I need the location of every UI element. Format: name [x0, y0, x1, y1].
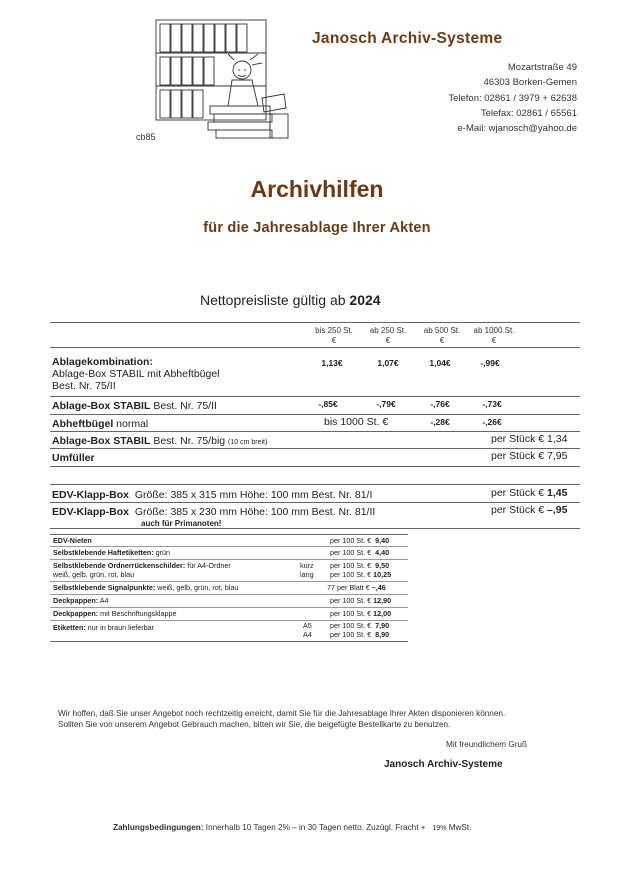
signal-price: 77 per Blatt € –,46: [327, 583, 386, 592]
price-box-1: -,85€: [318, 399, 338, 409]
deckpappen-price: per 100 St. € 12,90: [330, 596, 392, 605]
item-haftetiketten: Selbstklebende Haftetiketten: grün: [53, 548, 171, 557]
row-edv-box-1: EDV-Klapp-Box Größe: 385 x 315 mm Höhe: 100 mm Best. Nr. 81/I: [52, 489, 373, 501]
closing-greeting: Mit freundlichem Gruß: [446, 740, 527, 749]
item-ordnerrueckenschilder: Selbstklebende Ordnerrückenschilder: für A4-Ordner weiß, gelb, grün, rot, blau: [53, 561, 231, 579]
closing-text: Wir hoffen, daß Sie unser Angebot noch rechtzeitig erreicht, damit Sie für die Jahresablage Ihrer Akten disponieren können. Sollten Sie von unserem Angebot Gebrauch machen, bitten wir Sie, die beigefügte Bestellkarte zu benutzen.: [58, 709, 506, 729]
col-header-4: ab 1000 St. €: [473, 326, 515, 345]
item-deckpappen-a4: Deckpappen: A4: [53, 596, 109, 605]
col-header-3: ab 500 St. €: [423, 326, 461, 345]
price-box-4: -,73€: [482, 399, 502, 409]
item-etiketten: Etiketten: nur in braun lieferbar: [53, 623, 155, 632]
row-edv-box-2: EDV-Klapp-Box Größe: 385 x 230 mm Höhe: 100 mm Best. Nr. 81/II: [52, 506, 376, 518]
edv1-price: per Stück € 1,45: [491, 487, 568, 499]
page-subtitle: für die Jahresablage Ihrer Akten: [203, 220, 431, 236]
col-header-1: bis 250 St. €: [315, 326, 353, 345]
edv2-note: auch für Primanoten!: [141, 519, 222, 528]
row-umfueller: Umfüller: [52, 452, 95, 464]
umfueller-price: per Stück € 7,95: [491, 450, 568, 462]
page-title: Archivhilfen: [250, 176, 384, 202]
pricelist-label: Nettopreisliste gültig ab: [200, 292, 346, 308]
payment-terms: Zahlungsbedingungen: Innerhalb 10 Tagen 2% – in 30 Tagen netto. Zuzügl. Fracht + 19% MwSt.: [113, 823, 472, 832]
closing-signature: Janosch Archiv-Systeme: [384, 759, 503, 770]
price-kombi-2: 1,07€: [377, 358, 399, 368]
item-signalpunkte: Selbstklebende Signalpunkte: weiß, gelb, grün, rot, blau: [53, 583, 239, 592]
pricelist-year: 2024: [349, 292, 381, 308]
rule-header: [50, 347, 580, 348]
fax: Telefax: 02861 / 65561: [480, 108, 577, 119]
big-price: per Stück € 1,34: [491, 433, 568, 445]
row-abheftbuegel: Abheftbügel normal: [52, 418, 149, 430]
cartoon-signature: cb85: [136, 132, 156, 142]
price-box-2: -,79€: [376, 399, 396, 409]
phone: Telefon: 02861 / 3979 + 62638: [448, 93, 577, 104]
price-kombi-4: -,99€: [480, 358, 500, 368]
archive-cartoon-illustration: [134, 18, 294, 146]
item-edv-nieten: EDV-Nieten: [53, 536, 92, 545]
email: e-Mail: wjanosch@yahoo.de: [457, 123, 577, 134]
price-kombi-1: 1,13€: [321, 358, 343, 368]
price-box-3: -,76€: [430, 399, 450, 409]
company-name: Janosch Archiv-Systeme: [312, 30, 503, 47]
price-abheft-1: -,28€: [430, 417, 450, 427]
nieten-price: per 100 St. € 9,40: [330, 536, 390, 545]
row-ablagekombination: Ablagekombination: Ablage-Box STABIL mit Abheftbügel Best. Nr. 75/II: [52, 356, 220, 392]
price-kombi-3: 1,04€: [429, 358, 451, 368]
etiketten-variants: A5 A4: [303, 621, 312, 639]
haftetiketten-price: per 100 St. € 4,40: [330, 548, 390, 557]
ordner-variants: kurz lang: [300, 561, 314, 579]
price-abheft-2: -,26€: [482, 417, 502, 427]
pricelist-heading: [200, 292, 381, 308]
ordner-prices: per 100 St. € 9,50 per 100 St. € 10,25: [330, 561, 392, 579]
address-city: 46303 Borken-Gemen: [483, 77, 577, 88]
row-ablagebox-big: Ablage-Box STABIL Best. Nr. 75/big (10 cm breit): [52, 435, 268, 447]
abheft-qty: bis 1000 St. €: [324, 416, 389, 428]
etiketten-prices: per 100 St. € 7,90 per 100 St. € 8,90: [330, 621, 390, 639]
row-ablagebox: Ablage-Box STABIL Best. Nr. 75/II: [52, 400, 217, 412]
address-street: Mozartstraße 49: [507, 62, 577, 73]
col-header-2: ab 250 St. €: [369, 326, 407, 345]
item-deckpappen-klappe: Deckpappen: mit Beschriftungsklappe: [53, 609, 177, 618]
deckpappen2-price: per 100 St. € 12,00: [330, 609, 392, 618]
rule-top: [50, 322, 580, 323]
edv2-price: per Stück € –,95: [491, 504, 568, 516]
